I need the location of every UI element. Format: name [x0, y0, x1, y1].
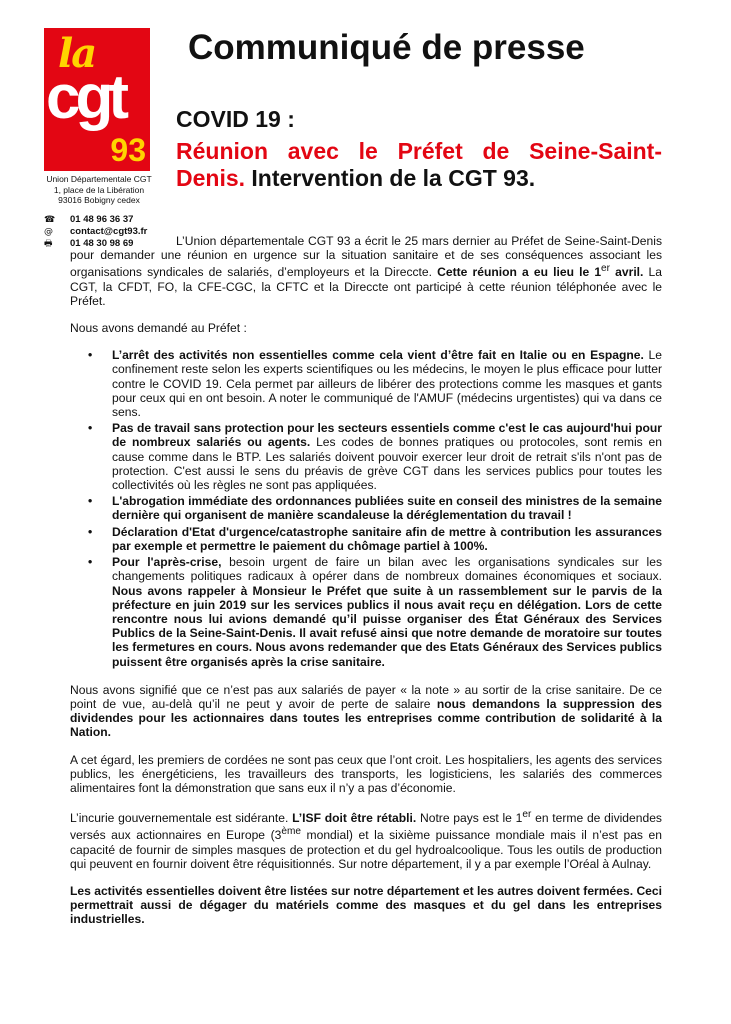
- list-item-bold: Pas de travail sans protection pour les secteurs essentiels comme c'est le cas aujourd'hui pour de nombreux salariés ou agents.: [112, 421, 662, 450]
- list-item-bold: Pour l'après-crise,: [112, 555, 222, 570]
- bullet-icon: •: [88, 494, 93, 509]
- contact-fax[interactable]: 01 48 30 98 69: [70, 238, 134, 249]
- logo-93-text: 93: [110, 132, 146, 168]
- list-item: [88, 494, 662, 523]
- subheading-red: Réunion avec le Préfet de Seine-Saint-Denis.: [176, 138, 662, 191]
- intro-bold: Cette réunion a eu lieu le 1: [437, 265, 602, 280]
- note-paragraph: [70, 683, 662, 740]
- isf-text-2: Notre pays est le 1: [416, 811, 523, 826]
- press-release-body: [70, 234, 662, 940]
- demand-list: [70, 348, 662, 668]
- contact-phone[interactable]: 01 48 96 36 37: [70, 214, 134, 225]
- intro-text: L’Union départementale CGT 93 a écrit le 25 mars dernier au Préfet de Seine-Saint-Denis pour demander une réunion en urgence sur la situation sanitaire et de ses conséquences associant les organisations syndicales de salariés, d’employeurs et la Direccte.: [70, 234, 662, 280]
- isf-sup-2: ème: [281, 826, 301, 838]
- at-icon: @: [44, 227, 53, 237]
- isf-sup-1: er: [522, 809, 532, 821]
- list-item: [88, 421, 663, 493]
- subheading: [176, 138, 662, 192]
- bullet-icon: •: [88, 421, 93, 436]
- logo-la-text: la: [58, 30, 96, 77]
- intro-paragraph: [70, 234, 662, 308]
- list-item-bold: L'abrogation immédiate des ordonnances publiées suite en conseil des ministres de la semaine dernière qui organisent de manière scandaleuse la déréglementation du travail !: [112, 494, 662, 523]
- phone-icon: ☎: [44, 215, 56, 225]
- address-line: 1, place de la Libération: [53, 184, 145, 195]
- address-line: 93016 Bobigny cedex: [58, 195, 140, 205]
- list-item-text: Les codes de bonnes pratiques ou protocoles, sont remis en cause comme dans le BTP. Les salariés doivent pouvoir exercer leur droit de retrait s'ils n'ont pas de protection. C'est aussi le sens du préavis de grève CGT dans les services publics pour toutes les collectivités où les règles ne sont pas appliquées.: [112, 435, 663, 493]
- bullet-icon: •: [88, 348, 93, 363]
- logo-cgt-text: cgt: [46, 63, 124, 132]
- isf-paragraph: [70, 808, 662, 871]
- list-item: [88, 555, 662, 669]
- list-item: [88, 524, 662, 553]
- subheading-black: Intervention de la CGT 93.: [245, 165, 536, 191]
- isf-bold: L’ISF doit être rétabli.: [292, 811, 417, 826]
- isf-text-4: mondial) et la sixième puissance mondiale mais il n’est pas en capacité de fournir de simples masques de protection et du gel hydroalcoolique. Tous les outils de production qui peuvent en fournir doivent être réquisitionnés. Sur notre département, il y a par exemple l’Oréal à Aulnay.: [70, 828, 662, 871]
- union-address: [40, 174, 158, 206]
- note-text: Nous avons signifié que ce n’est pas aux salariés de payer « la note » au sortir de la crise sanitaire. De ce point de vue, au-delà qu’il ne peut y avoir de perte de salaire: [70, 682, 662, 711]
- intro-text-2: La CGT, la CFDT, FO, la CFE-CGC, la CFTC et la Direccte ont participé à cette réunion téléphonée avec le Préfet.: [70, 265, 662, 308]
- final-paragraph: [70, 884, 662, 927]
- demand-intro: Nous avons demandé au Préfet :: [70, 321, 247, 336]
- cgt93-logo: [44, 28, 150, 171]
- contact-phone-row: [44, 214, 147, 226]
- list-item-bold-2: Nous avons rappeler à Monsieur le Préfet que suite à un rassemblement sur le parvis de la préfecture en juin 2019 sur les services publics il nous avait reçu en délégation. Lors de cette rencontre nous lui avions demandé qu’il puisse organiser des État Généraux des Services Publics de la Seine-Saint-Denis. Il avait refusé ainsi que notre demande de moratoire sur toutes les fermetures en cours. Nous avons redemander que des Etats Généraux des Services publics puissent être organisés après la crise sanitaire.: [112, 583, 662, 669]
- isf-text-3: en terme de dividendes versés aux actionnaires en Europe (3: [70, 811, 662, 843]
- cordees-paragraph: A cet égard, les premiers de cordées ne sont pas ceux que l’ont croit. Les hospitaliers, les agents des services publics, les énergéticiens, les travailleurs des transports, les logisticiens, les salariés des commerces alimentaires font la démonstration que sans eux il n’y a pas d’économie.: [70, 752, 662, 795]
- list-item: [88, 348, 662, 420]
- list-item-text: Le confinement reste selon les experts scientifiques ou les médecins, le moyen le plus efficace pour lutter contre le COVID 19. Cela permet par ailleurs de libérer des protections comme les masques et gants pour ceux qui en ont besoin. A noter le communiqué de l'AMUF (médecins urgentistes) qui va dans ce sens.: [112, 348, 662, 420]
- contact-email[interactable]: contact@cgt93.fr: [70, 226, 148, 237]
- covid-heading: COVID 19 :: [176, 106, 295, 132]
- bullet-icon: •: [88, 555, 93, 570]
- isf-text: L’incurie gouvernementale est sidérante.: [70, 811, 293, 826]
- list-item-bold: Déclaration d'Etat d'urgence/catastrophe sanitaire afin de mettre à contribution les assurances par exemple et permettre le paiement du chômage partiel à 100%.: [112, 524, 662, 553]
- bullet-icon: •: [88, 524, 93, 539]
- list-item-bold: L’arrêt des activités non essentielles comme cela vient d’être fait en Italie ou en Espagne.: [112, 348, 644, 363]
- note-bold: nous demandons la suppression des dividendes pour les actionnaires dans toutes les entreprises comme contribution de solidarité à la Nation.: [70, 696, 663, 740]
- address-line: Union Départementale CGT: [46, 174, 152, 184]
- page-title: Communiqué de presse: [188, 28, 585, 67]
- intro-bold-2: avril.: [610, 265, 644, 280]
- fax-icon: 🖶: [44, 239, 53, 249]
- final-bold: Les activités essentielles doivent être listées sur notre département et les autres doivent fermées. Ceci permettrait aussi de dégager du matériels comme des masques et du gel dans les entreprises industrielles.: [70, 884, 662, 927]
- intro-sup: er: [601, 263, 611, 275]
- list-item-text: besoin urgent de faire un bilan avec les organisations syndicales sur les changements politiques radicaux à opérer dans de nombreux domaines économiques et sociaux.: [112, 555, 662, 584]
